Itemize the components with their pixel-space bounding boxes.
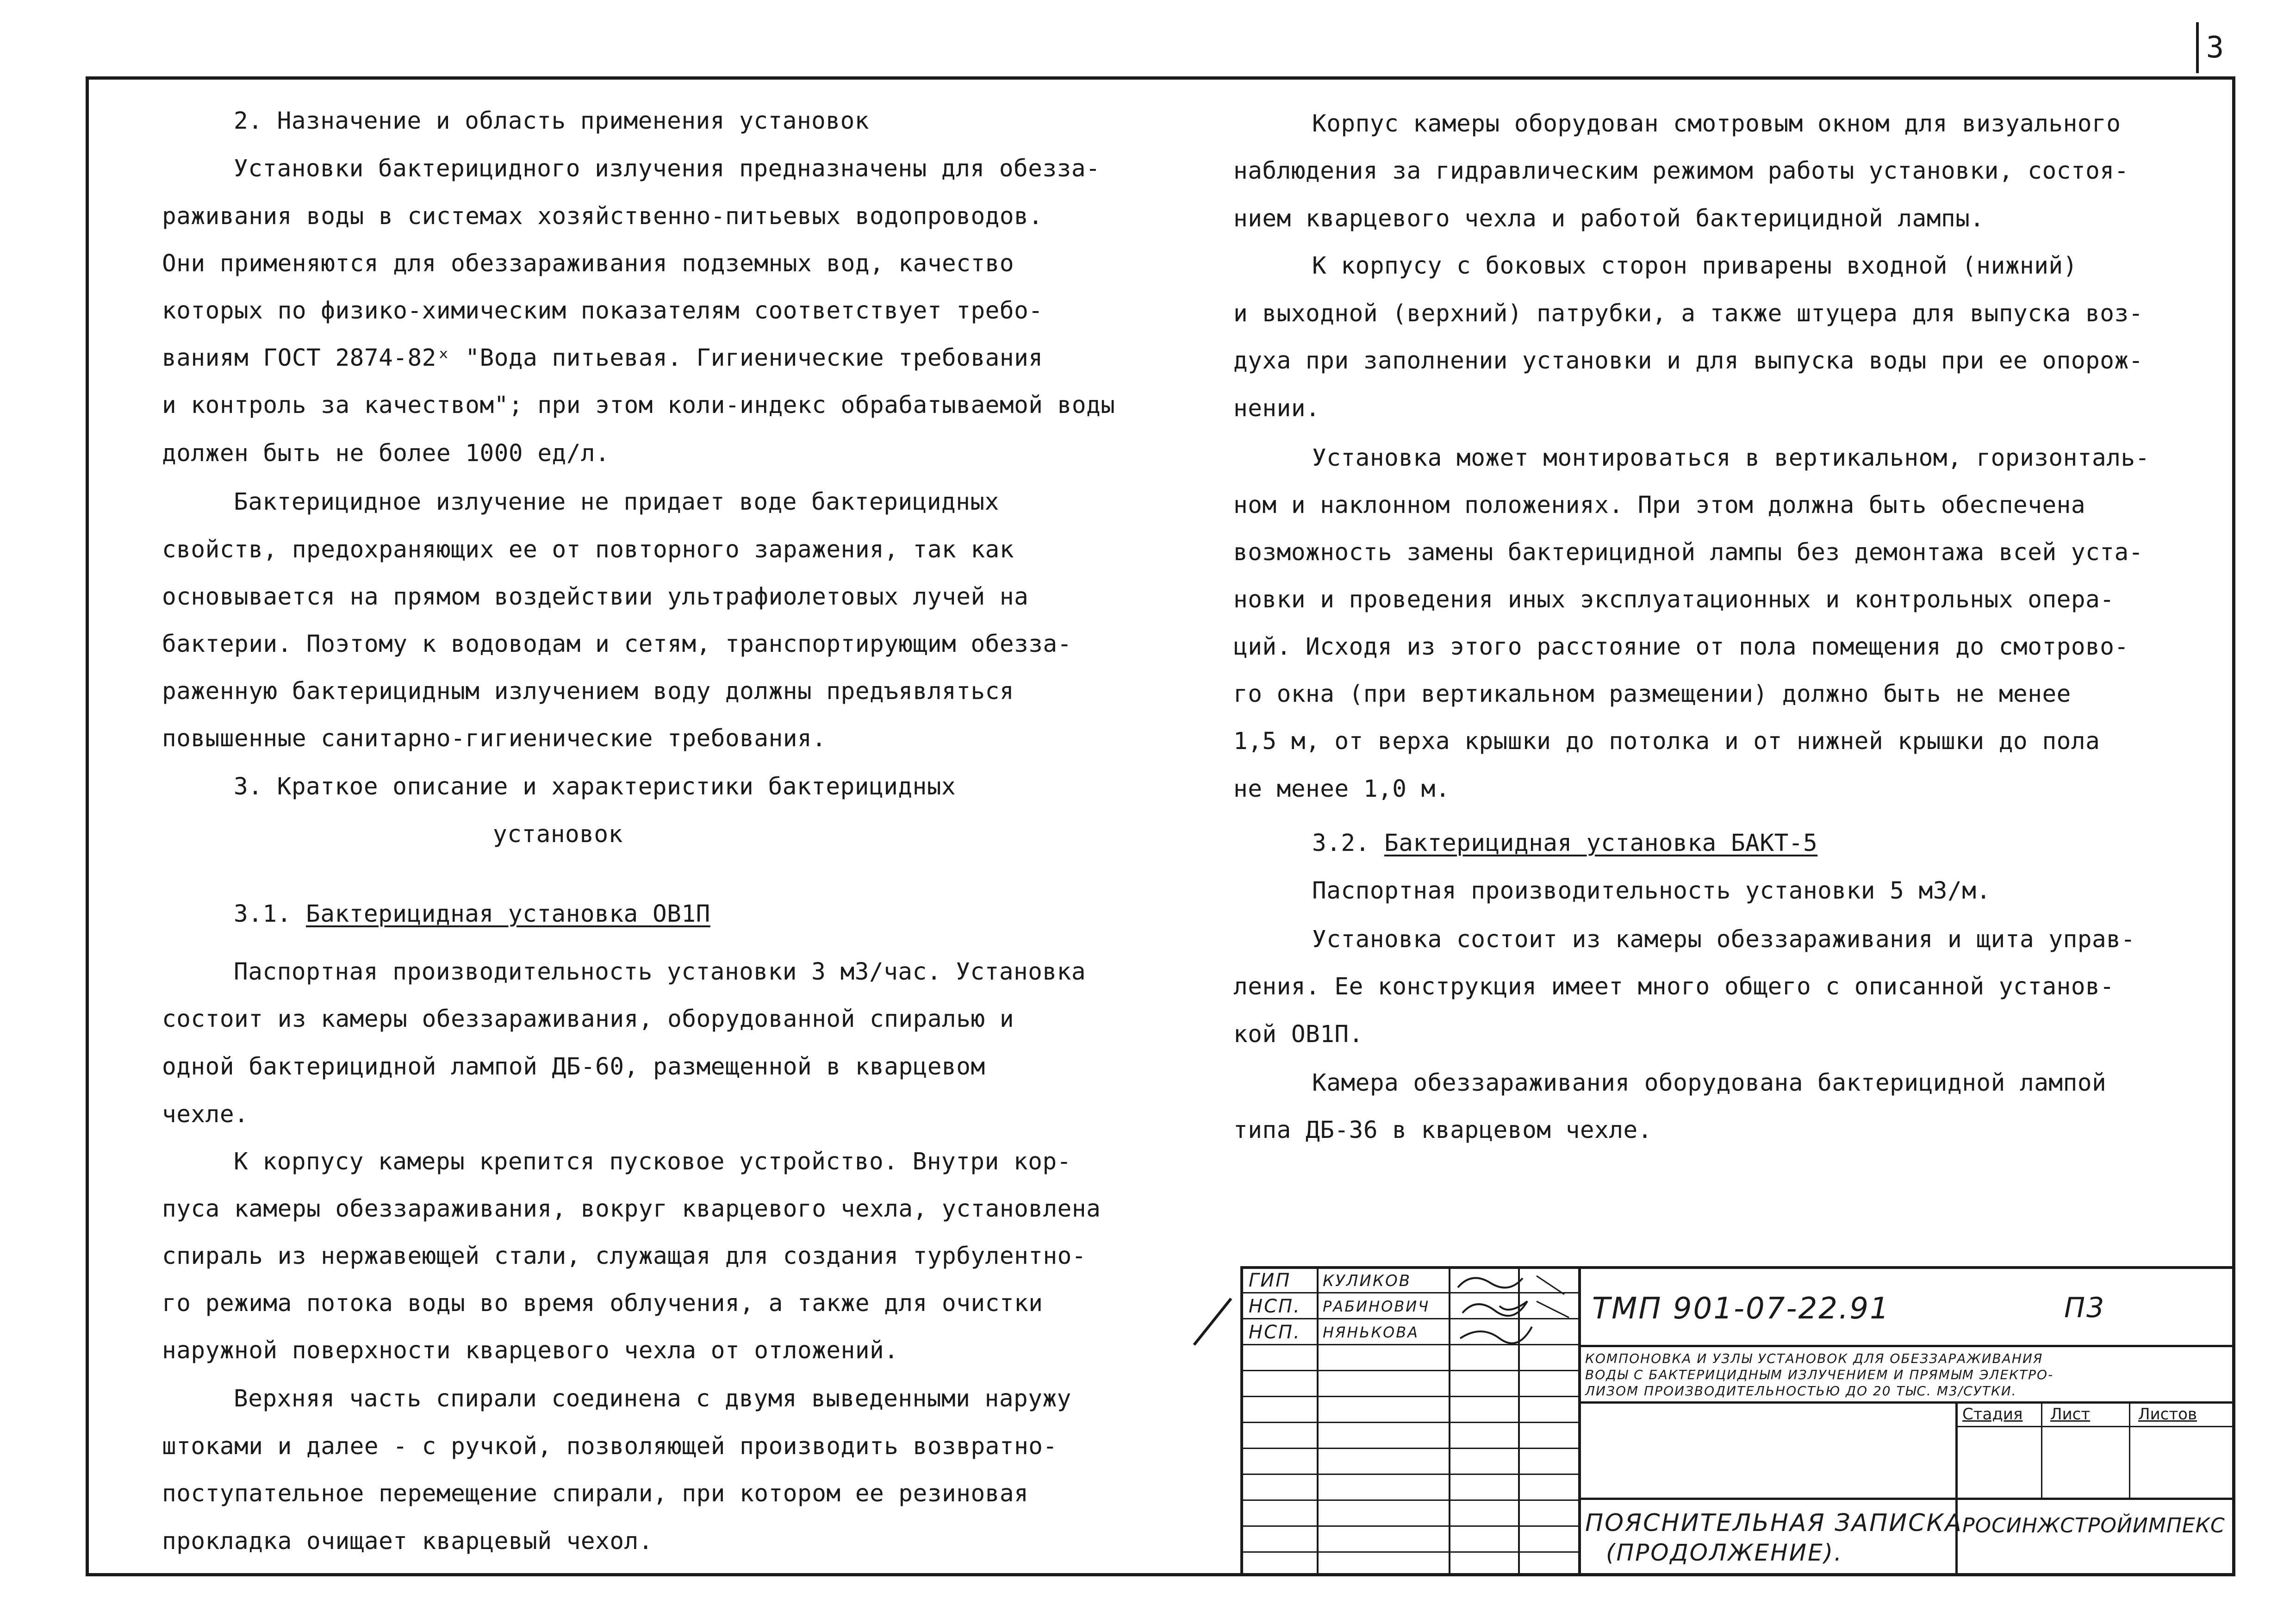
left-column-line: К корпусу камеры крепится пусковое устройство. Внутри кор-: [234, 1148, 1071, 1175]
role-gip: ГИП: [1249, 1270, 1291, 1291]
right-column-line: Установка состоит из камеры обеззараживания и щита управ-: [1312, 926, 2135, 953]
right-column-line: Установка может монтироваться в вертикальном, горизонталь-: [1312, 444, 2150, 472]
project-title-line-2: ВОДЫ С БАКТЕРИЦИДНЫМ ИЗЛУЧЕНИЕМ И ПРЯМЫМ ЭЛЕКТРО-: [1585, 1367, 2054, 1382]
left-column-line: Они применяются для обеззараживания подземных вод, качество: [162, 250, 1014, 277]
left-column-line: прокладка очищает кварцевый чехол.: [162, 1528, 653, 1555]
left-column-line: штоками и далее - с ручкой, позволяющей производить возвратно-: [162, 1433, 1058, 1460]
left-column-line: должен быть не более 1000 ед/л.: [162, 440, 610, 467]
title-block: [1240, 1266, 2235, 1576]
left-column-line: 3. Краткое описание и характеристики бактерицидных: [234, 773, 956, 800]
right-column-line: и выходной (верхний) патрубки, а также штуцера для выпуска воз-: [1233, 300, 2143, 327]
signature-marks: [1453, 1269, 1578, 1345]
left-column-line: и контроль за качеством"; при этом коли-индекс обрабатываемой воды: [162, 392, 1115, 419]
left-column-line: бактерии. Поэтому к водоводам и сетям, транспортирующим обезза-: [162, 631, 1072, 658]
name-nyankova: НЯНЬКОВА: [1323, 1324, 1419, 1341]
right-column-line: нием кварцевого чехла и работой бактерицидной лампы.: [1233, 205, 1985, 232]
right-column-line: кой ОВ1П.: [1233, 1021, 1363, 1048]
right-column-line: ления. Ее конструкция имеет много общего с описанной установ-: [1233, 973, 2115, 1000]
left-column-line: ваниям ГОСТ 2874-82ˣ "Вода питьевая. Гигиенические требования: [162, 344, 1043, 372]
section-3-1-number: 3.1.: [234, 900, 292, 928]
right-column-line: ном и наклонном положениях. При этом должна быть обеспечена: [1233, 492, 2086, 519]
right-column-line: нении.: [1233, 395, 1320, 422]
sheet-name-line-1: ПОЯСНИТЕЛЬНАЯ ЗАПИСКА: [1585, 1509, 1963, 1537]
left-column-line: повышенные санитарно-гигиенические требования.: [162, 725, 827, 752]
right-column-line: не менее 1,0 м.: [1233, 775, 1450, 803]
left-column-line: раженную бактерицидным излучением воду должны предъявляться: [162, 678, 1014, 705]
left-column-line: которых по физико-химическим показателям соответствует требо-: [162, 297, 1043, 325]
right-column-line: ций. Исходя из этого расстояние от пола помещения до смотрово-: [1233, 633, 2129, 661]
organization: РОСИНЖСТРОЙИМПЕКС: [1962, 1514, 2225, 1537]
left-column-line: спираль из нержавеющей стали, служащая для создания турбулентно-: [162, 1243, 1087, 1270]
left-column-line: го режима потока воды во время облучения, а также для очистки: [162, 1290, 1043, 1317]
section-3-1-title: Бактерицидная установка ОВ1П: [306, 900, 710, 928]
right-column-line: 1,5 м, от верха крышки до потолка и от нижней крышки до пола: [1233, 728, 2100, 755]
right-column-line: Паспортная производительность установки 5 м3/м.: [1312, 877, 1991, 905]
role-nsp-1: НСП.: [1249, 1296, 1301, 1317]
sheet-name-line-2: (ПРОДОЛЖЕНИЕ).: [1606, 1539, 1843, 1566]
left-column-line: раживания воды в системах хозяйственно-питьевых водопроводов.: [162, 203, 1043, 230]
margin-slash: [1189, 1294, 1236, 1349]
right-column-line: Корпус камеры оборудован смотровым окном для визуального: [1312, 110, 2121, 137]
section-3-2-number: 3.2.: [1312, 830, 1370, 857]
section-3-2-heading: [1312, 830, 1817, 857]
right-column-line: типа ДБ-36 в кварцевом чехле.: [1233, 1117, 1652, 1144]
doc-suffix: П3: [2064, 1292, 2106, 1324]
page-number: 3: [2196, 22, 2231, 73]
left-column-line: свойств, предохраняющих ее от повторного заражения, так как: [162, 536, 1014, 563]
right-column-line: К корпусу с боковых сторон приварены входной (нижний): [1312, 252, 2078, 280]
left-column-line: Бактерицидное излучение не придает воде бактерицидных: [234, 488, 999, 516]
right-column-line: возможность замены бактерицидной лампы без демонтажа всей уста-: [1233, 539, 2143, 566]
right-column-line: новки и проведения иных эксплуатационных и контрольных опера-: [1233, 586, 2115, 613]
doc-code: ТМП 901-07-22.91: [1592, 1292, 1890, 1326]
right-column-line: наблюдения за гидравлическим режимом работы установки, состоя-: [1233, 157, 2129, 185]
stage-label: Стадия: [1962, 1405, 2023, 1424]
left-column-line: состоит из камеры обеззараживания, оборудованной спиралью и: [162, 1006, 1014, 1033]
left-column-line: одной бактерицидной лампой ДБ-60, размещенной в кварцевом: [162, 1053, 985, 1081]
right-column-line: духа при заполнении установки и для выпуска воды при ее опорож-: [1233, 347, 2143, 375]
project-title-line-1: КОМПОНОВКА И УЗЛЫ УСТАНОВОК ДЛЯ ОБЕЗЗАРАЖИВАНИЯ: [1585, 1351, 2043, 1366]
left-column-line: поступательное перемещение спирали, при котором ее резиновая: [162, 1480, 1029, 1507]
sheets-label: Листов: [2138, 1405, 2197, 1424]
sheet-label: Лист: [2050, 1405, 2091, 1424]
section-3-2-title: Бактерицидная установка БАКТ-5: [1384, 830, 1818, 857]
project-title-line-3: ЛИЗОМ ПРОИЗВОДИТЕЛЬНОСТЬЮ ДО 20 ТЫС. М3/СУТКИ.: [1585, 1383, 2017, 1399]
section-3-1-heading: [234, 900, 710, 928]
left-column-line: Установки бактерицидного излучения предназначены для обезза-: [234, 155, 1101, 182]
right-column-line: Камера обеззараживания оборудована бактерицидной лампой: [1312, 1069, 2107, 1097]
name-kulikov: КУЛИКОВ: [1323, 1272, 1412, 1290]
left-column-line: 2. Назначение и область применения установок: [234, 107, 870, 135]
left-column-line: Паспортная производительность установки 3 м3/час. Установка: [234, 958, 1086, 986]
left-column-line: установок: [493, 821, 623, 848]
role-nsp-2: НСП.: [1249, 1322, 1301, 1343]
left-column-line: чехле.: [162, 1101, 249, 1128]
name-rabinovich: РАБИНОВИЧ: [1323, 1298, 1430, 1315]
left-column-line: Верхняя часть спирали соединена с двумя выведенными наружу: [234, 1385, 1071, 1412]
right-column-line: го окна (при вертикальном размещении) должно быть не менее: [1233, 681, 2071, 708]
left-column-line: основывается на прямом воздействии ультрафиолетовых лучей на: [162, 583, 1029, 611]
left-column-line: наружной поверхности кварцевого чехла от отложений.: [162, 1337, 899, 1364]
left-column-line: пуса камеры обеззараживания, вокруг кварцевого чехла, установлена: [162, 1195, 1101, 1223]
